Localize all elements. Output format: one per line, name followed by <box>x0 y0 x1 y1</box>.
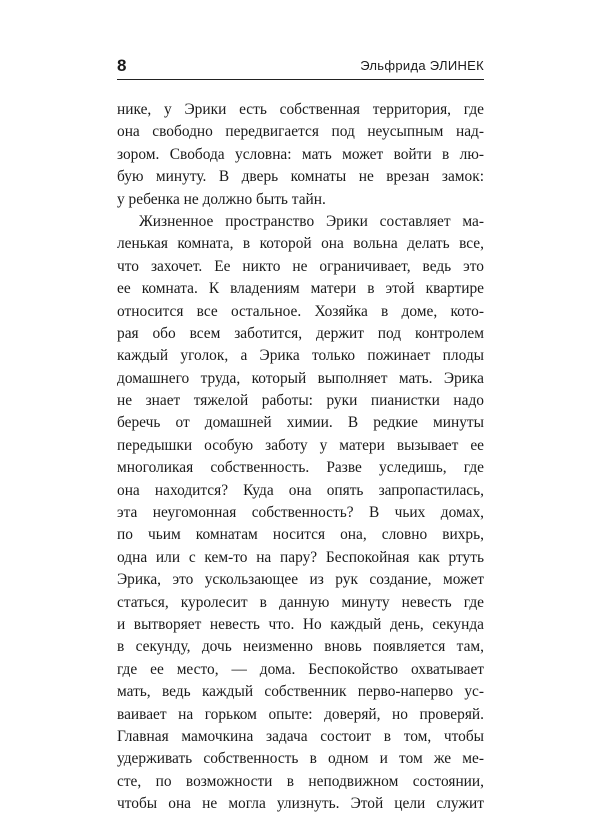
text-line: в секунду, дочь неизменно вновь появляется там, <box>117 638 484 656</box>
text-line: ленькая комната, в которой она вольна делать все, <box>117 235 484 253</box>
paragraph-1 <box>117 99 484 211</box>
text-line: мать, ведь каждый собственник перво-наперво ус- <box>117 683 484 701</box>
text-line: что захочет. Ее никто не ограничивает, ведь это <box>117 257 484 275</box>
text-line: каждый уголок, а Эрика только пожинает плоды <box>117 347 484 365</box>
text-line: относится все остальное. Хозяйка в доме, кото- <box>117 302 484 320</box>
text-line: ее комната. К владениям матери в этой квартире <box>117 280 484 298</box>
text-line: одна или с кем-то на пару? Беспокойная как ртуть <box>117 548 484 566</box>
paragraph-2 <box>117 211 484 816</box>
header-rule <box>117 79 484 80</box>
text-line: у ребенка не должно быть тайн. <box>117 190 326 208</box>
text-line: она свободно передвигается под неусыпным над- <box>117 123 484 141</box>
text-line: зором. Свобода условна: мать может войти в лю- <box>117 145 484 163</box>
running-head: Эльфрида ЭЛИНЕК <box>360 58 484 73</box>
text-line: бую минуту. В дверь комнаты не врезан замок: <box>117 168 484 186</box>
text-line: рая обо всем заботится, держит под контролем <box>117 324 484 342</box>
text-line: не знает тяжелой работы: руки пианистки надо <box>117 392 484 410</box>
text-line: нике, у Эрики есть собственная территория, где <box>117 101 484 118</box>
text-line: чтобы она не могла улизнуть. Этой цели служит <box>117 795 484 813</box>
page-header <box>117 50 484 80</box>
text-line: Эрика, это ускользающее из рук создание, может <box>117 571 484 589</box>
text-line: сте, по возможности в неподвижном состоянии, <box>117 772 484 790</box>
text-line: многоликая собственность. Разве уследишь, где <box>117 459 484 477</box>
text-line: беречь от домашней химии. В редкие минуты <box>117 414 484 432</box>
text-line: и вытворяет невесть что. Но каждый день, секунда <box>117 615 484 633</box>
text-line: эта неугомонная собственность? В чьих домах, <box>117 504 484 522</box>
text-line: Жизненное пространство Эрики составляет ма- <box>139 212 484 230</box>
text-line: домашнего труда, который выполняет мать. Эрика <box>117 369 484 387</box>
text-line: статься, куролесит в данную минуту невесть где <box>117 593 484 611</box>
text-line: Главная мамочкина задача состоит в том, чтобы <box>117 727 484 745</box>
text-line: удерживать собственность в одном и том же ме- <box>117 750 484 768</box>
text-line: ваивает на горьком опыте: доверяй, но проверяй. <box>117 705 484 723</box>
body-text <box>117 99 484 816</box>
page-number: 8 <box>117 56 127 75</box>
text-line: где ее место, — дома. Беспокойство охватывает <box>117 660 484 678</box>
text-line: по чьим комнатам носится она, словно вихрь, <box>117 526 484 544</box>
text-line: она находится? Куда она опять запропастилась, <box>117 481 484 499</box>
text-line: передышки особую заботу у матери вызывает ее <box>117 436 484 454</box>
